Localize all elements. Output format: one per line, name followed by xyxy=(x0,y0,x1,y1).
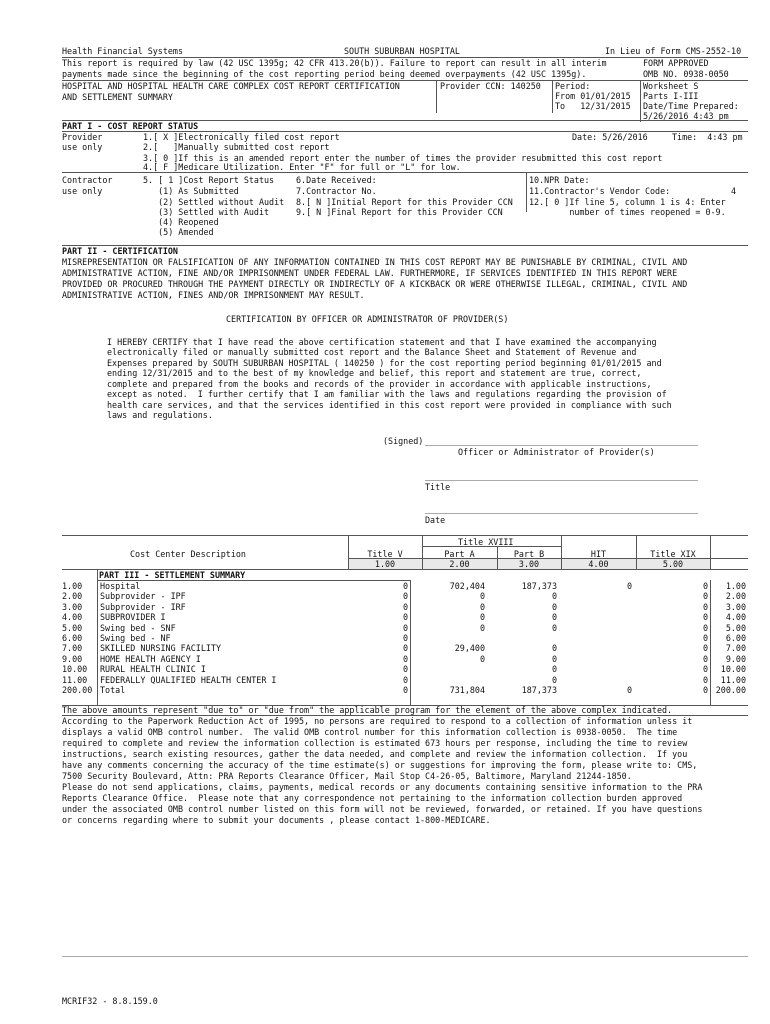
row-line-number-end: 4.00 xyxy=(725,612,746,623)
row-line-number-end: 6.00 xyxy=(725,633,746,643)
row-description: SUBPROVIDER I xyxy=(100,612,166,623)
part1-line-4: 4.[ F ]Medicare Utilization. Enter "F" for full or "L" for low. xyxy=(143,162,461,172)
contractor-col3-3: number of times reopened = 0-9. xyxy=(529,207,726,217)
row-value: 0 xyxy=(402,591,408,602)
divider xyxy=(62,172,748,173)
notice-line1: This report is required by law (42 USC 1395g; 42 CFR 413.20(b)). Failure to report can result in all interim xyxy=(62,58,607,68)
column-header-title-xix: Title XIX xyxy=(650,549,696,559)
row-line-number: 200.00 xyxy=(62,685,93,695)
row-description: Swing bed - SNF xyxy=(100,622,176,633)
row-line-number-end: 9.00 xyxy=(725,653,746,664)
paperwork-line-2: required to complete and review the information collection is estimated 673 hours per response, including the time to review xyxy=(62,738,688,748)
contractor-col3-1: 11.Contractor's Vendor Code: xyxy=(529,186,671,196)
contractor-col1-1: (1) As Submitted xyxy=(143,186,239,196)
row-line-number: 4.00 xyxy=(62,612,83,623)
header-center: SOUTH SUBURBAN HOSPITAL xyxy=(344,46,460,56)
column-number: 4.00 xyxy=(588,559,609,569)
contractor-col1-0: 5. [ 1 ]Cost Report Status xyxy=(143,175,275,185)
column-number: 3.00 xyxy=(518,559,540,569)
contractor-col1-4: (4) Reopened xyxy=(143,217,219,227)
cert-text-4: complete and prepared from the books and records of the provider in accordance with applicable instructions, xyxy=(107,379,652,389)
contractor-use-label: Contractor xyxy=(62,175,113,185)
contractor-col3-0: 10.NPR Date: xyxy=(529,175,590,185)
column-header-title-v: Title V xyxy=(367,549,403,559)
row-line-number-end: 5.00 xyxy=(725,622,746,633)
paperwork-line-9: or concerns regarding where to submit your documents , please contact 1-800-MEDICARE. xyxy=(62,815,491,825)
row-value: 0 xyxy=(551,674,557,685)
title-line[interactable] xyxy=(425,480,698,481)
warning-line-2: PROVIDED OR PROCURED THROUGH THE PAYMENT DIRECTLY OR INDIRECTLY OF A KICKBACK OR WERE OTHERWISE ILLEGAL, CRIMINAL, CIVIL AND xyxy=(62,279,688,289)
contractor-col2-2: 8.[ N ]Initial Report for this Provider CCN xyxy=(296,197,513,207)
row-value: 702,404 xyxy=(449,581,485,591)
row-value: 0 xyxy=(551,622,557,633)
report-title-2: AND SETTLEMENT SUMMARY xyxy=(62,92,173,102)
row-line-number: 6.00 xyxy=(62,633,83,643)
table-footnote: The above amounts represent "due to" or "due from" the applicable program for the element of the above complex indicated. xyxy=(62,705,673,715)
row-value: 0 xyxy=(702,622,708,633)
cert-text-6: health care services, and that the services identified in this cost report were provided in compliance with such xyxy=(107,400,672,410)
period-to: To 12/31/2015 xyxy=(555,101,631,111)
officer-label: Officer or Administrator of Provider(s) xyxy=(458,447,655,457)
row-value: 0 xyxy=(702,664,708,675)
contractor-col2-0: 6.Date Received: xyxy=(296,175,377,185)
row-value: 0 xyxy=(551,643,557,654)
row-value: 0 xyxy=(479,653,485,664)
cert-text-0: I HEREBY CERTIFY that I have read the above certification statement and that I have examined the accompanying xyxy=(107,337,657,347)
row-value: 0 xyxy=(702,653,708,664)
row-value: 0 xyxy=(551,612,557,623)
row-value: 0 xyxy=(702,633,708,643)
vendor-code-value: 4 xyxy=(731,186,737,196)
cert-text-7: laws and regulations. xyxy=(107,410,213,420)
column-header-part-a: Part A xyxy=(444,549,475,559)
row-value: 0 xyxy=(551,664,557,675)
row-description: Subprovider - IRF xyxy=(100,601,186,612)
row-value: 0 xyxy=(402,633,408,643)
certification-title: CERTIFICATION BY OFFICER OR ADMINISTRATOR OF PROVIDER(S) xyxy=(226,314,509,324)
row-description: FEDERALLY QUALIFIED HEALTH CENTER I xyxy=(100,674,277,685)
divider xyxy=(62,535,748,536)
row-description: Swing bed - NF xyxy=(100,633,171,643)
warning-line-0: MISREPRESENTATION OR FALSIFICATION OF ANY INFORMATION CONTAINED IN THIS COST REPORT MAY BE PUNISHABLE BY CRIMINAL, CIVIL AND xyxy=(62,257,688,267)
omb-number: OMB NO. 0938-0050 xyxy=(643,69,729,79)
row-value: 0 xyxy=(402,622,408,633)
divider xyxy=(552,80,553,113)
column-number: 5.00 xyxy=(662,559,684,569)
row-value: 0 xyxy=(702,612,708,623)
row-value: 0 xyxy=(702,591,708,602)
row-value: 0 xyxy=(402,685,408,695)
date-time-value: 5/26/2016 4:43 pm xyxy=(643,111,729,121)
part1-heading: PART I - COST REPORT STATUS xyxy=(62,121,199,131)
row-description: RURAL HEALTH CLINIC I xyxy=(100,664,206,675)
part1-time: Time: 4:43 pm xyxy=(672,132,743,142)
header-right: In Lieu of Form CMS-2552-10 xyxy=(605,46,742,56)
row-value: 0 xyxy=(402,612,408,623)
cert-text-5: except as noted. I further certify that I am familiar with the laws and regulations regarding the provision of xyxy=(107,389,667,399)
cert-text-3: ending 12/31/2015 and to the best of my knowledge and belief, this report and statement are true, correct, xyxy=(107,368,642,378)
date-label: Date xyxy=(425,515,446,525)
row-line-number: 3.00 xyxy=(62,601,83,612)
row-description: Hospital xyxy=(100,581,141,591)
notice-line2: payments made since the beginning of the cost reporting period being deemed overpayments (42 USC 1395g). xyxy=(62,69,587,79)
paperwork-line-7: Reports Clearance Office. Please note that any correspondence not pertaining to the information collection burden approved xyxy=(62,793,683,803)
row-value: 0 xyxy=(702,674,708,685)
row-line-number: 9.00 xyxy=(62,653,83,664)
form-approved: FORM APPROVED xyxy=(643,58,709,68)
divider xyxy=(62,956,748,957)
part1-line-1: 1.[ X ]Electronically filed cost report xyxy=(143,132,340,142)
row-value: 0 xyxy=(479,591,485,602)
provider-ccn: Provider CCN: 140250 xyxy=(440,81,541,91)
row-value: 0 xyxy=(551,601,557,612)
signature-line[interactable] xyxy=(425,445,698,446)
row-line-number-end: 10.00 xyxy=(720,664,746,675)
date-line[interactable] xyxy=(425,513,698,514)
signed-label: (Signed) xyxy=(383,436,424,446)
row-value: 29,400 xyxy=(454,643,485,654)
paperwork-line-4: have any comments concerning the accuracy of the time estimate(s) or suggestions for improving the form, please write to: CMS, xyxy=(62,760,698,770)
row-line-number: 7.00 xyxy=(62,643,83,654)
contractor-col1-5: (5) Amended xyxy=(143,227,214,237)
paperwork-line-6: Please do not send applications, claims, payments, medical records or any documents containing sensitive information to the PRA xyxy=(62,782,703,792)
row-value: 0 xyxy=(551,653,557,664)
row-description: Subprovider - IPF xyxy=(100,591,186,602)
row-value: 0 xyxy=(626,581,632,591)
row-line-number-end: 11.00 xyxy=(720,674,746,685)
row-line-number: 1.00 xyxy=(62,581,83,591)
cert-text-2: Expenses prepared by SOUTH SUBURBAN HOSPITAL ( 140250 ) for the cost reporting period beginning 01/01/2015 and xyxy=(107,358,662,368)
column-header-hit: HIT xyxy=(590,549,607,559)
row-description: HOME HEALTH AGENCY I xyxy=(100,653,201,664)
row-line-number: 11.00 xyxy=(62,674,88,685)
header-left: Health Financial Systems xyxy=(62,46,184,56)
report-title-1: HOSPITAL AND HOSPITAL HEALTH CARE COMPLEX COST REPORT CERTIFICATION xyxy=(62,81,400,91)
paperwork-line-1: displays a valid OMB control number. The valid OMB control number for this information collection is 0938-0050. The time xyxy=(62,727,678,737)
row-value: 0 xyxy=(402,643,408,654)
cert-text-1: electronically filed or manually submitted cost report and the Balance Sheet and Statement of Revenue and xyxy=(107,347,637,357)
part2-heading: PART II - CERTIFICATION xyxy=(62,246,178,256)
worksheet-label: Worksheet S xyxy=(643,81,699,91)
title-label: Title xyxy=(425,482,451,492)
row-value: 0 xyxy=(479,601,485,612)
footer-version: MCRIF32 - 8.8.159.0 xyxy=(62,996,158,1006)
column-number: 2.00 xyxy=(449,559,470,569)
provider-use-label-2: use only xyxy=(62,142,103,152)
row-value: 0 xyxy=(479,622,485,633)
part1-line-3: 3.[ 0 ]If this is an amended report enter the number of times the provider resubmitted this cost report xyxy=(143,153,663,163)
period-from: From 01/01/2015 xyxy=(555,91,631,101)
row-value: 0 xyxy=(402,664,408,675)
contractor-col1-3: (3) Settled with Audit xyxy=(143,207,270,217)
contractor-col2-1: 7.Contractor No. xyxy=(296,186,377,196)
row-value: 0 xyxy=(479,612,485,623)
date-time-label: Date/Time Prepared: xyxy=(643,101,739,111)
row-value: 0 xyxy=(402,581,408,591)
divider xyxy=(436,80,437,113)
row-value: 731,804 xyxy=(449,685,485,695)
part1-line-2: 2.[ ]Manually submitted cost report xyxy=(143,142,330,152)
row-value: 0 xyxy=(551,591,557,602)
paperwork-line-0: According to the Paperwork Reduction Act of 1995, no persons are required to respond to a collection of information unless it xyxy=(62,716,693,726)
row-value: 0 xyxy=(702,685,708,695)
row-value: 0 xyxy=(702,581,708,591)
row-value: 0 xyxy=(402,674,408,685)
divider xyxy=(97,569,98,705)
contractor-col1-2: (2) Settled without Audit xyxy=(143,197,285,207)
paperwork-line-8: under the associated OMB control number listed on this form will not be reviewed, forwarded, or retained. If you have questions xyxy=(62,804,703,814)
row-description: Total xyxy=(100,685,126,695)
part1-date: Date: 5/26/2016 xyxy=(572,132,648,142)
row-value: 0 xyxy=(626,685,632,695)
parts-label: Parts I-III xyxy=(643,91,699,101)
row-line-number-end: 1.00 xyxy=(725,581,746,591)
paperwork-line-5: 7500 Security Boulevard, Attn: PRA Reports Clearance Officer, Mail Stop C4-26-05, Baltimore, Maryland 21244-1850. xyxy=(62,771,632,781)
row-line-number-end: 7.00 xyxy=(725,643,746,654)
row-line-number: 5.00 xyxy=(62,622,83,633)
row-value: 187,373 xyxy=(521,685,557,695)
row-line-number-end: 2.00 xyxy=(725,591,746,602)
row-value: 0 xyxy=(402,653,408,664)
divider xyxy=(640,80,641,122)
contractor-col2-3: 9.[ N ]Final Report for this Provider CCN xyxy=(296,207,503,217)
row-value: 0 xyxy=(702,601,708,612)
period-label: Period: xyxy=(555,81,591,91)
row-line-number-end: 3.00 xyxy=(725,601,746,612)
paperwork-line-3: instructions, search existing resources, gather the data needed, and complete and review the information collection. If you xyxy=(62,749,688,759)
divider xyxy=(410,580,411,705)
warning-line-3: ADMINISTRATIVE ACTION, FINES AND/OR IMPRISONMENT MAY RESULT. xyxy=(62,290,365,300)
warning-line-1: ADMINISTRATIVE ACTION, FINE AND/OR IMPRISONMENT UNDER FEDERAL LAW. FURTHERMORE, IF SERVICES IDENTIFIED IN THIS REPORT WERE xyxy=(62,268,678,278)
row-value: 0 xyxy=(402,601,408,612)
part3-heading: PART III - SETTLEMENT SUMMARY xyxy=(99,570,246,580)
contractor-use-label-2: use only xyxy=(62,186,103,196)
row-description: SKILLED NURSING FACILITY xyxy=(100,643,222,654)
column-header-part-b: Part B xyxy=(513,549,545,559)
row-value: 187,373 xyxy=(521,581,557,591)
provider-use-label: Provider xyxy=(62,132,103,142)
row-line-number: 10.00 xyxy=(62,664,88,675)
row-value: 0 xyxy=(702,643,708,654)
row-line-number: 2.00 xyxy=(62,591,83,602)
contractor-col3-2: 12.[ 0 ]If line 5, column 1 is 4: Enter xyxy=(529,197,726,207)
divider xyxy=(526,172,527,212)
divider xyxy=(710,535,711,569)
column-number: 1.00 xyxy=(374,559,396,569)
row-line-number-end: 200.00 xyxy=(715,685,746,695)
title-xviii-header: Title XVIII xyxy=(458,537,514,547)
cost-center-header: Cost Center Description xyxy=(130,549,246,559)
